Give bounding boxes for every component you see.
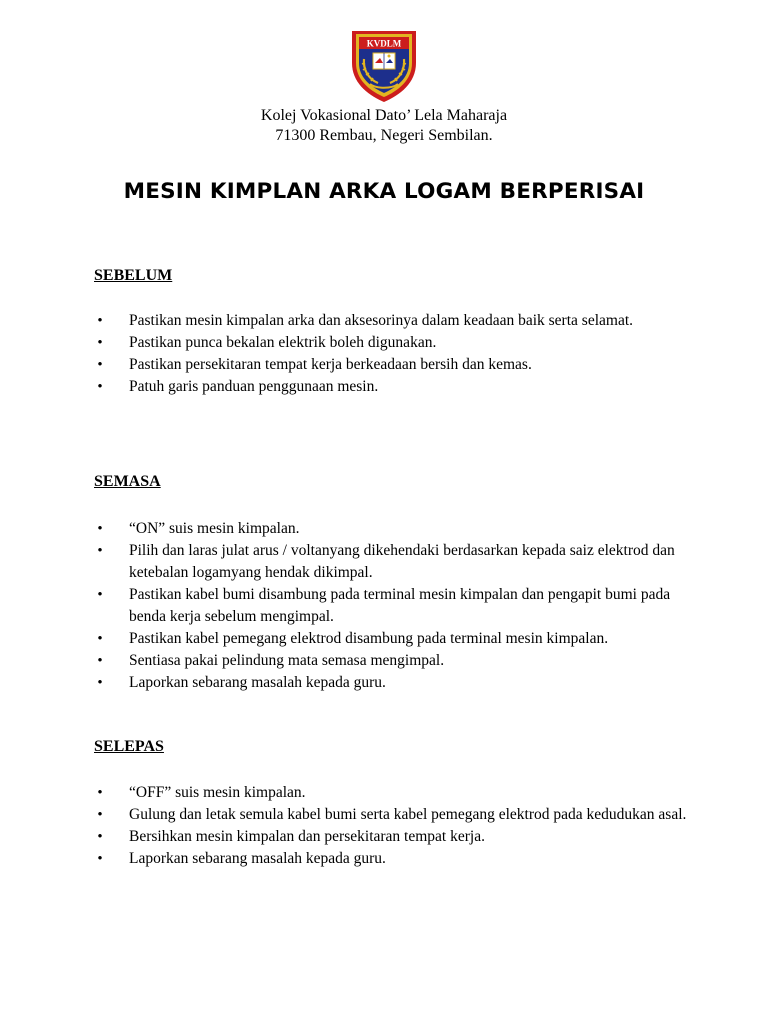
list-item-text: “OFF” suis mesin kimpalan. — [129, 784, 306, 801]
list-item — [94, 804, 694, 826]
bullet-icon: • — [97, 653, 103, 669]
list-item — [94, 672, 694, 694]
list-item — [94, 518, 694, 540]
logo-text: KVDLM — [366, 38, 402, 49]
bullet-list — [94, 782, 694, 870]
bullet-icon: • — [97, 851, 103, 867]
bullet-icon: • — [97, 521, 103, 537]
section-sebelum — [94, 266, 694, 398]
list-item-text: Pilih dan laras julat arus / voltanyang dikehendaki berdasarkan kepada saiz elektrod dan ketebalan logamyang hendak dikimpal. — [129, 542, 675, 581]
bullet-icon: • — [97, 785, 103, 801]
bullet-icon: • — [97, 631, 103, 647]
list-item — [94, 332, 694, 354]
list-item — [94, 540, 694, 584]
list-item-text: Bersihkan mesin kimpalan dan persekitaran tempat kerja. — [129, 828, 485, 845]
bullet-icon: • — [97, 587, 103, 603]
list-item-text: “ON” suis mesin kimpalan. — [129, 520, 300, 537]
list-item-text: Gulung dan letak semula kabel bumi serta kabel pemegang elektrod pada kedudukan asal. — [129, 806, 687, 823]
list-item-text: Pastikan kabel bumi disambung pada terminal mesin kimpalan dan pengapit bumi pada benda kerja sebelum mengimpal. — [129, 586, 671, 625]
list-item — [94, 584, 694, 628]
list-item-text: Pastikan persekitaran tempat kerja berkeadaan bersih dan kemas. — [129, 356, 532, 373]
list-item-text: Sentiasa pakai pelindung mata semasa mengimpal. — [129, 652, 445, 669]
college-name: Kolej Vokasional Dato’ Lela Maharaja — [260, 107, 508, 124]
bullet-icon: • — [97, 543, 103, 559]
kvdlm-crest-icon — [344, 29, 424, 104]
list-item-text: Laporkan sebarang masalah kepada guru. — [129, 674, 386, 691]
bullet-list — [94, 310, 694, 398]
bullet-icon: • — [97, 379, 103, 395]
bullet-icon: • — [97, 313, 103, 329]
document-title: MESIN KIMPLAN ARKA LOGAM BERPERISAI — [123, 179, 645, 204]
list-item — [94, 376, 694, 398]
section-heading: SEMASA — [94, 473, 161, 490]
bullet-icon: • — [97, 357, 103, 373]
bullet-icon: • — [97, 335, 103, 351]
list-item — [94, 782, 694, 804]
list-item-text: Pastikan kabel pemegang elektrod disambung pada terminal mesin kimpalan. — [129, 630, 609, 647]
list-item — [94, 848, 694, 870]
list-item — [94, 628, 694, 650]
bullet-list — [94, 518, 694, 694]
list-item-text: Patuh garis panduan penggunaan mesin. — [129, 378, 379, 395]
bullet-icon: • — [97, 829, 103, 845]
list-item — [94, 826, 694, 848]
list-item-text: Laporkan sebarang masalah kepada guru. — [129, 850, 386, 867]
list-item — [94, 650, 694, 672]
section-heading: SELEPAS — [94, 738, 164, 755]
list-item — [94, 354, 694, 376]
list-item — [94, 310, 694, 332]
section-semasa — [94, 472, 694, 694]
bullet-icon: • — [97, 675, 103, 691]
section-heading: SEBELUM — [94, 267, 173, 284]
list-item-text: Pastikan punca bekalan elektrik boleh digunakan. — [129, 334, 437, 351]
list-item-text: Pastikan mesin kimpalan arka dan aksesorinya dalam keadaan baik serta selamat. — [129, 312, 633, 329]
bullet-icon: • — [97, 807, 103, 823]
section-selepas — [94, 737, 694, 870]
college-address: 71300 Rembau, Negeri Sembilan. — [275, 127, 493, 144]
